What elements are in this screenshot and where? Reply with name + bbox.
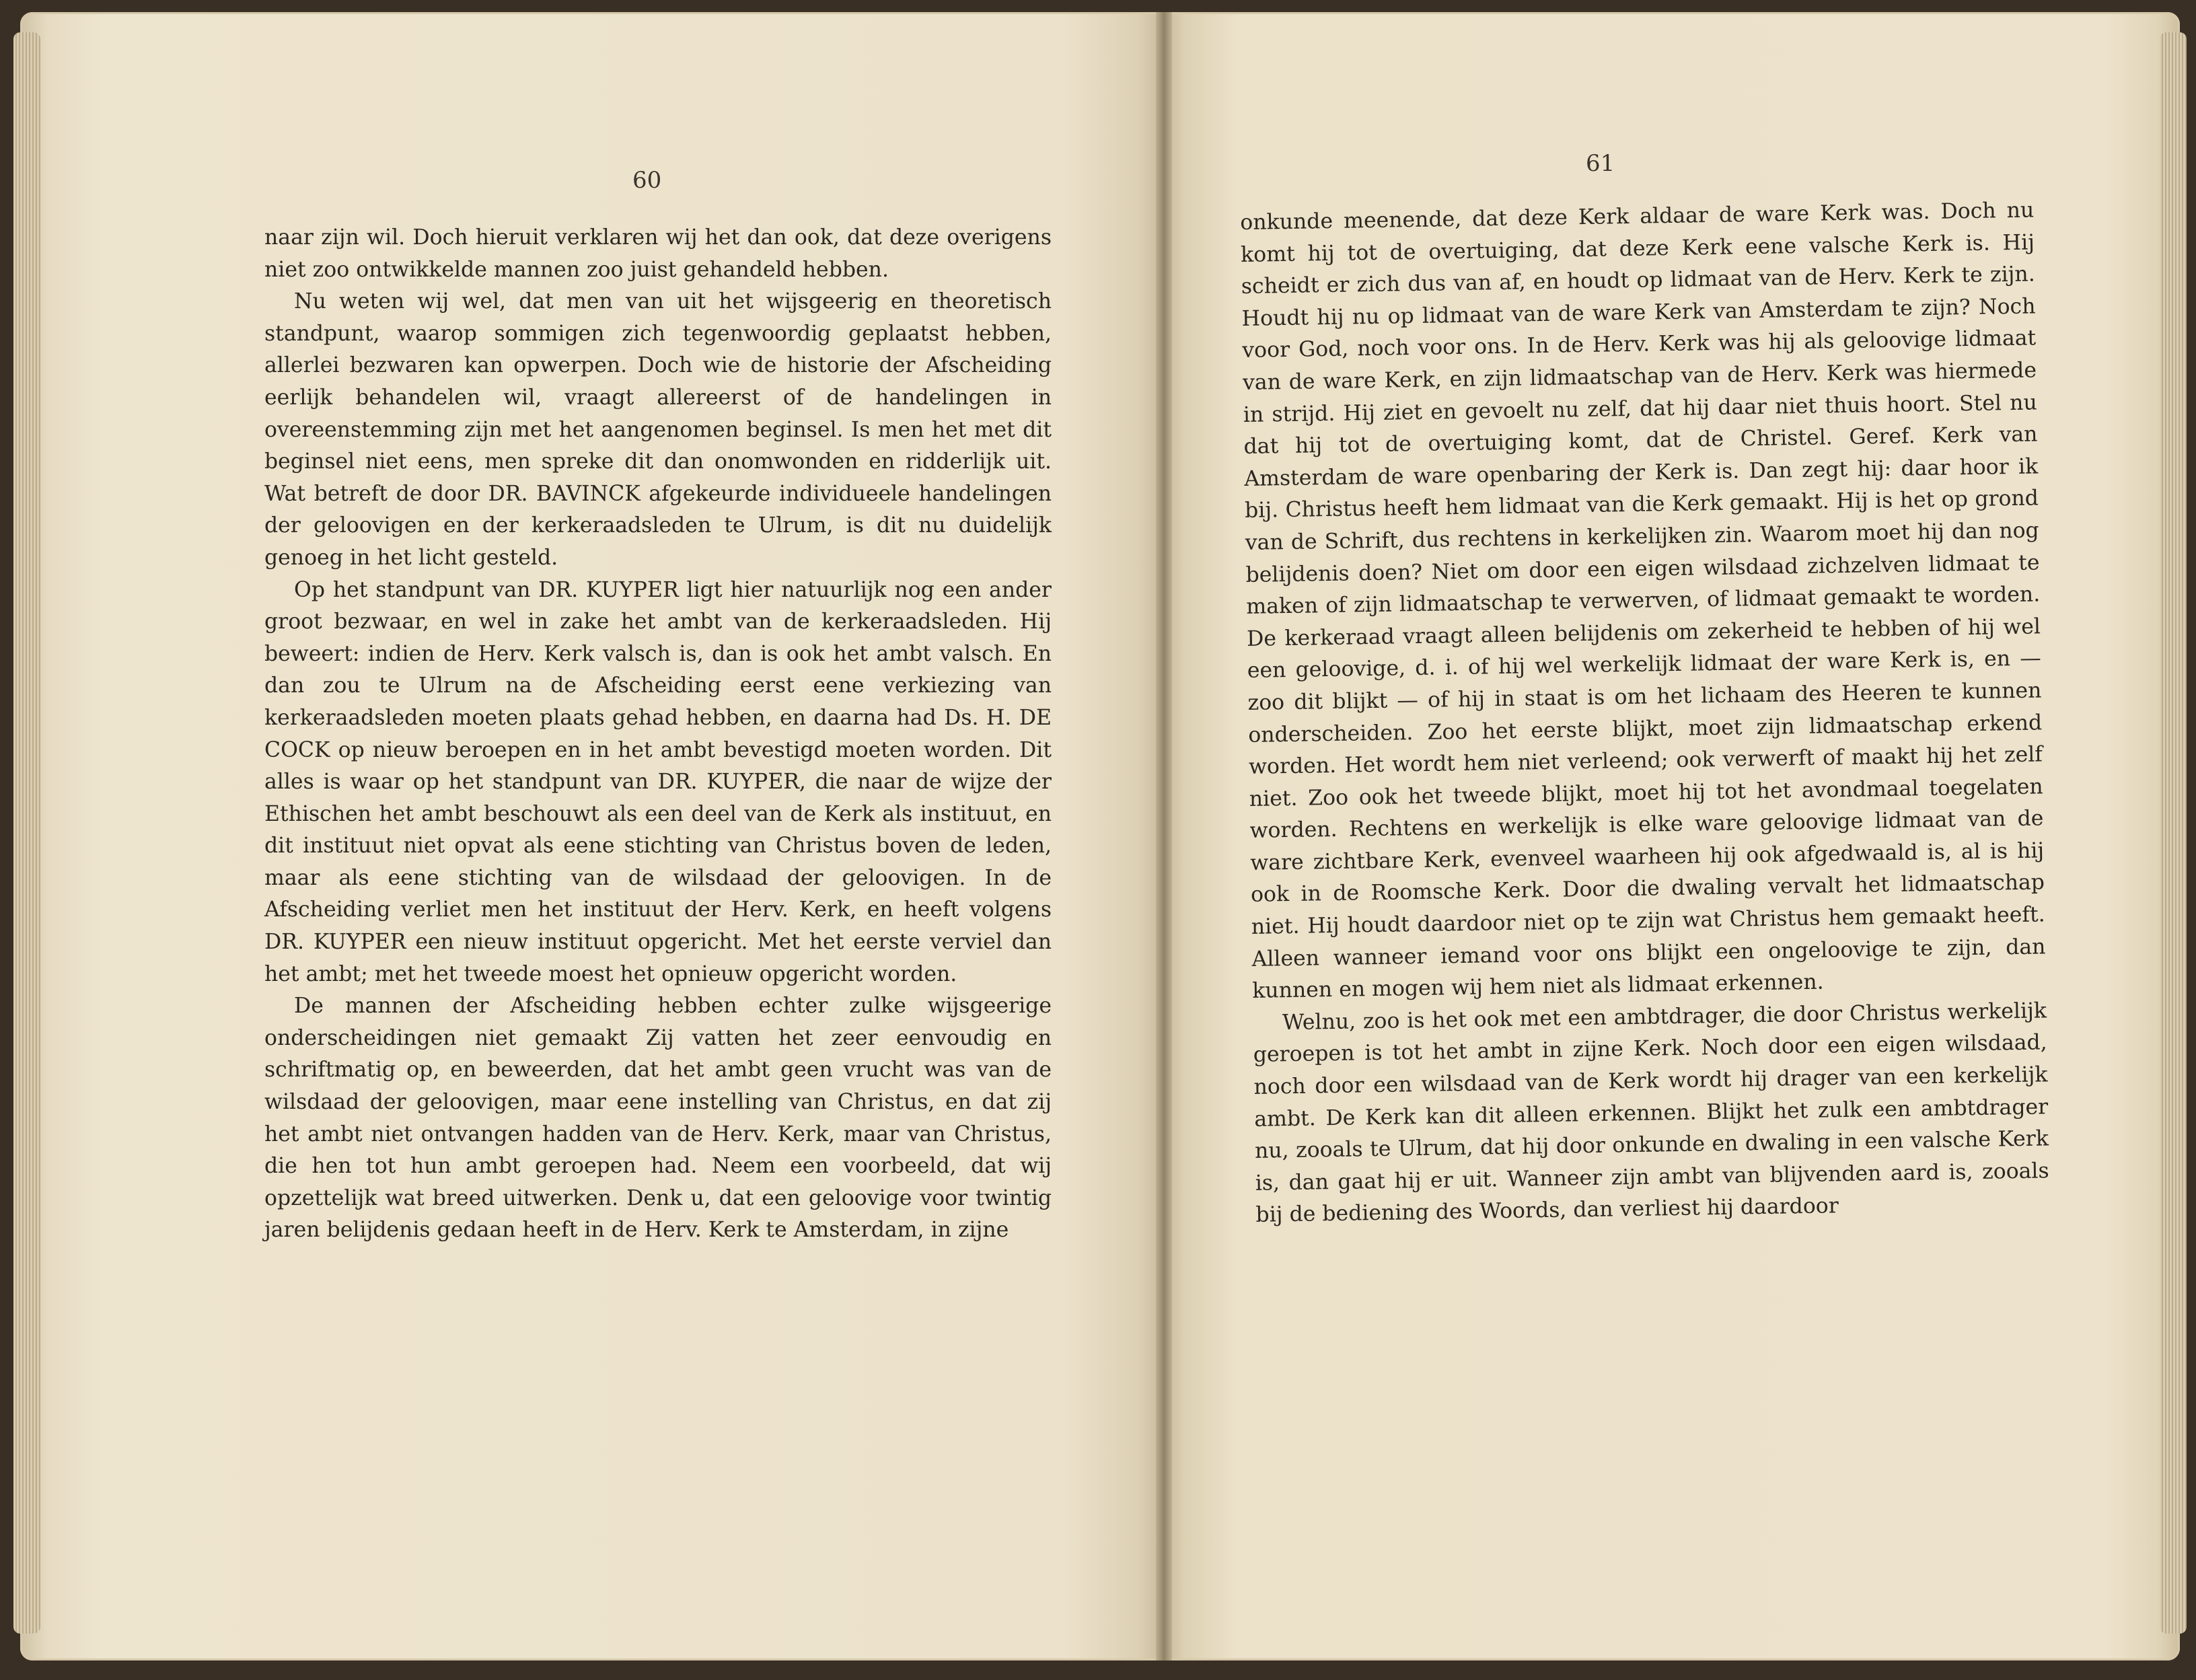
paragraph: onkunde meenende, dat deze Kerk aldaar de ware Kerk was. Doch nu komt hij tot de overtuiging, dat deze Kerk eene valsche Kerk is. Hij scheidt er zich dus van af, en houdt op lidmaat van de Herv. Kerk te zijn. Houdt hij nu op lidmaat van de ware Kerk van Amsterdam te zijn? Noch voor God, noch voor ons. In de Herv. Kerk was hij als geloovige lidmaat van de ware Kerk, en zijn lidmaatschap van de Herv. Kerk was hiermede in strijd. Hij ziet en gevoelt nu zelf, dat hij daar niet thuis hoort. Stel nu dat hij tot de overtuiging komt, dat de Christel. Geref. Kerk van Amsterdam de ware openbaring der Kerk is. Dan zegt hij: daar hoor ik bij. Christus heeft hem lidmaat van die Kerk gemaakt. Hij is het op grond van de Schrift, dus rechtens in kerkelijken zin. Waarom moet hij dan nog belijdenis doen? Niet om door een eigen wilsdaad zichzelven lidmaat te maken of zijn lidmaatschap te verwerven, of lidmaat gemaakt te worden. De kerkeraad vraagt alleen belijdenis om zekerheid te hebben of hij wel een geloovige, d. i. of hij wel werkelijk lidmaat der ware Kerk is, en — zoo dit blijkt — of hij in staat is om het lichaam des Heeren te kunnen onderscheiden. Zoo het eerste blijkt, moet zijn lidmaatschap erkend worden. Het wordt hem niet verleend; ook verwerft of maakt hij het zelf niet. Zoo ook het tweede blijkt, moet hij tot het avondmaal toegelaten worden. Rechtens en werkelijk is elke ware geloovige lidmaat van de ware zichtbare Kerk, evenveel waarheen hij ook afgedwaald is, al is hij ook in de Roomsche Kerk. Door die dwaling vervalt het lidmaatschap niet. Hij houdt daardoor niet op te zijn wat Christus hem gemaakt heeft. Alleen wanneer iemand voor ons blijkt een ongeloovige te zijn, dan kunnen en mogen wij hem niet als lidmaat erkennen. [1240, 198, 2046, 1004]
book-gutter [1156, 12, 1172, 1660]
right-page [1164, 12, 2180, 1660]
book-spread [20, 12, 2180, 1660]
page-number-right: 61 [1586, 150, 1615, 177]
page-edges-right [2160, 32, 2187, 1634]
left-page-text [264, 222, 1052, 1247]
paragraph: Welnu, zoo is het ook met een ambtdrager, die door Christus werkelijk geroepen is tot het ambt in zijne Kerk. Noch door een eigen wilsdaad, noch door een wilsdaad van de Kerk wordt hij drager van een kerkelijk ambt. De Kerk kan dit alleen erkennen. Blijkt het zulk een ambtdrager nu, zooals te Ulrum, dat hij door onkunde en dwaling in een valsche Kerk is, dan gaat hij er uit. Wanneer zijn ambt van blijvenden aard is, zooals bij de bediening des Woords, dan verliest hij daardoor [1253, 998, 2049, 1228]
right-page-text [1240, 194, 2050, 1231]
paragraph: Op het standpunt van DR. KUYPER ligt hier natuurlijk nog een ander groot bezwaar, en wel in zake het ambt van de kerkeraadsleden. Hij beweert: indien de Herv. Kerk valsch is, dan is ook het ambt valsch. En dan zou te Ulrum na de Afscheiding eerst eene verkiezing van kerkeraadsleden moeten plaats gehad hebben, en daarna had Ds. H. DE COCK op nieuw beroepen en in het ambt bevestigd moeten worden. Dit alles is waar op het standpunt van DR. KUYPER, die naar de wijze der Ethischen het ambt beschouwt als een deel van de Kerk als instituut, en dit instituut niet opvat als eene stichting van Christus boven de leden, maar als eene stichting van de wilsdaad der geloovigen. In de Afscheiding verliet men het instituut der Herv. Kerk, en heeft volgens DR. KUYPER een nieuw instituut opgericht. Met het eerste verviel dan het ambt; met het tweede moest het opnieuw opgericht worden. [264, 577, 1052, 986]
page-edges-left [13, 32, 40, 1634]
left-page [20, 12, 1164, 1660]
paragraph: Nu weten wij wel, dat men van uit het wijsgeerig en theoretisch standpunt, waarop sommigen zich tegenwoordig geplaatst hebben, allerlei bezwaren kan opwerpen. Doch wie de historie der Afscheiding eerlijk behandelen wil, vraagt allereerst of de handelingen in overeenstemming zijn met het aangenomen beginsel. Is men het met dit beginsel niet eens, men spreke dit dan onomwonden en ridderlijk uit. Wat betreft de door DR. BAVINCK afgekeurde individueele handelingen der geloovigen en der kerkeraadsleden te Ulrum, is dit nu duidelijk genoeg in het licht gesteld. [264, 289, 1052, 570]
paragraph: De mannen der Afscheiding hebben echter zulke wijsgeerige onderscheidingen niet gemaakt Zij vatten het zeer eenvoudig en schriftmatig op, en beweerden, dat het ambt geen vrucht was van de wilsdaad der geloovigen, maar eene instelling van Christus, en dat zij het ambt niet ontvangen hadden van de Herv. Kerk, maar van Christus, die hen tot hun ambt geroepen had. Neem een voorbeeld, dat wij opzettelijk wat breed uitwerken. Denk u, dat een geloovige voor twintig jaren belijdenis gedaan heeft in de Herv. Kerk te Amsterdam, in zijne [264, 994, 1052, 1243]
paragraph: naar zijn wil. Doch hieruit verklaren wij het dan ook, dat deze overigens niet zoo ontwikkelde mannen zoo juist gehandeld hebben. [264, 225, 1052, 282]
page-number-left: 60 [632, 167, 662, 194]
